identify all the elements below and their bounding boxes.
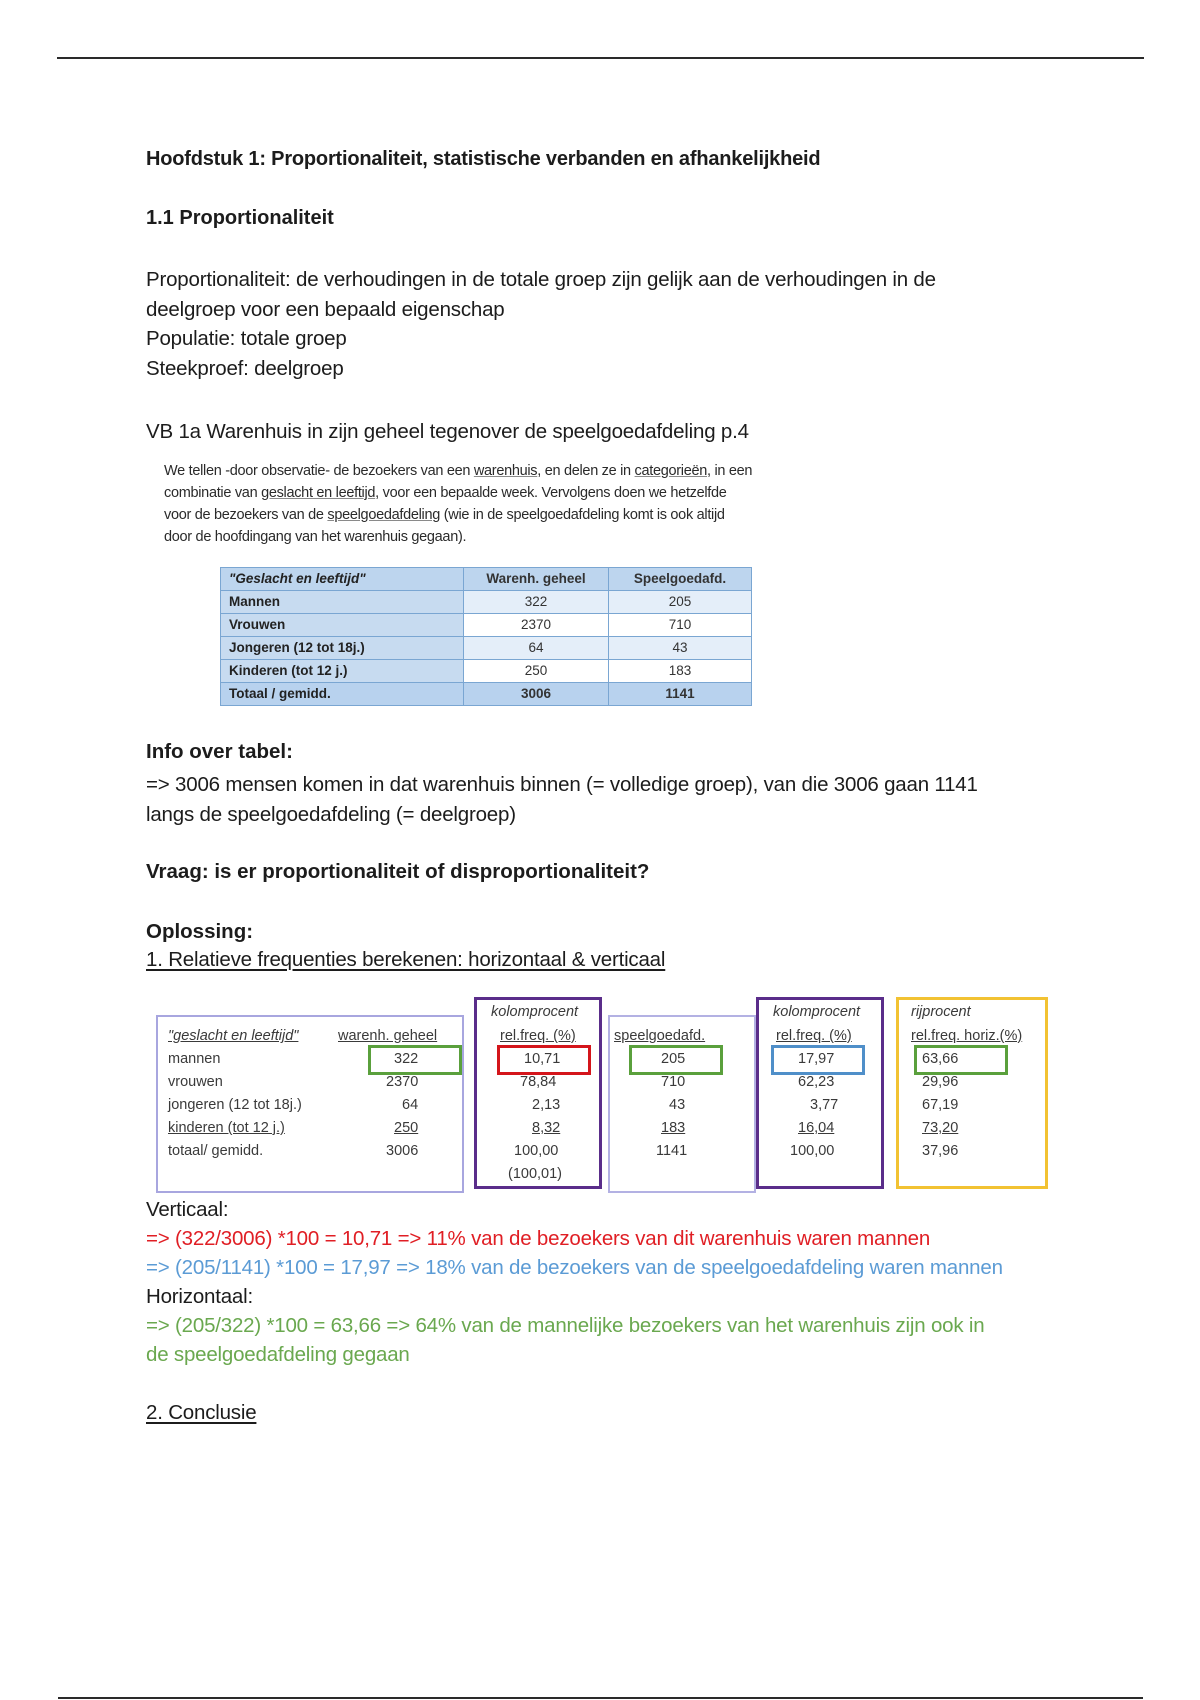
definitions-paragraph: [146, 265, 1076, 383]
row-label: mannen: [168, 1051, 221, 1067]
intro-line: door de hoofdingang van het warenhuis gegaan).: [164, 529, 467, 545]
column-header: "geslacht en leeftijd": [168, 1028, 299, 1044]
question: Vraag: is er proportionaliteit of disproportionaliteit?: [146, 860, 650, 883]
percent-value: 10,71: [524, 1051, 561, 1067]
count-value: 183: [661, 1120, 686, 1136]
definition-line: deelgroep voor een bepaald eigenschap: [146, 297, 505, 321]
info-line: langs de speelgoedafdeling (= deelgroep): [146, 803, 516, 826]
intro-text: (wie in de speelgoedafdeling komt is ook altijd: [440, 507, 725, 523]
chapter-title: Hoofdstuk 1: Proportionaliteit, statistische verbanden en afhankelijkheid: [146, 148, 821, 170]
table-cell: Mannen: [221, 591, 464, 614]
row-percent-value: 37,96: [922, 1143, 959, 1159]
table-header: Warenh. geheel: [464, 568, 609, 591]
column-caption: kolomprocent: [491, 1004, 579, 1020]
row-label: kinderen (tot 12 j.): [168, 1120, 285, 1136]
count-value: 205: [661, 1051, 686, 1067]
column-header: warenh. geheel: [338, 1028, 438, 1044]
row-percent-value: 63,66: [922, 1051, 959, 1067]
intro-text: combinatie van: [164, 485, 262, 501]
horizontal-calc-line: => (205/322) *100 = 63,66 => 64% van de mannelijke bezoekers van het warenhuis zijn ook in: [146, 1314, 985, 1337]
section-title: 1.1 Proportionaliteit: [146, 207, 334, 229]
intro-text: speelgoedafdeling: [327, 507, 441, 523]
intro-text: , en delen ze in: [537, 463, 635, 479]
column-header: rel.freq. horiz.(%): [911, 1028, 1023, 1044]
percent-value: 62,23: [798, 1074, 835, 1090]
row-percent-value: 29,96: [922, 1074, 959, 1090]
table-cell: 322: [464, 591, 609, 614]
table-row: [221, 591, 752, 614]
count-value: 2370: [386, 1074, 419, 1090]
count-value: 1141: [656, 1143, 688, 1159]
table-cell: 710: [609, 614, 752, 637]
table-cell: 64: [464, 637, 609, 660]
table-cell: 250: [464, 660, 609, 683]
row-percent-value: 67,19: [922, 1097, 959, 1113]
verticaal-label: Verticaal:: [146, 1198, 229, 1221]
count-value: 64: [402, 1097, 419, 1113]
intro-line: [164, 504, 864, 526]
column-header: speelgoedafd.: [614, 1028, 706, 1044]
percent-value: 78,84: [520, 1074, 557, 1090]
definition-line: Populatie: totale groep: [146, 327, 347, 350]
table-header-row: [221, 568, 752, 591]
intro-text: voor de bezoekers van de: [164, 507, 328, 523]
row-label: jongeren (12 tot 18j.): [168, 1097, 302, 1113]
percent-value: 16,04: [798, 1120, 835, 1136]
count-value: 322: [394, 1051, 419, 1067]
table-row: [221, 660, 752, 683]
count-value: 3006: [386, 1143, 419, 1159]
percent-value: 100,00: [514, 1143, 559, 1159]
horizontal-calc-line: de speelgoedafdeling gegaan: [146, 1343, 410, 1366]
percent-value: 17,97: [798, 1051, 835, 1067]
intro-text: geslacht en leeftijd: [261, 485, 376, 501]
table-cell: Totaal / gemidd.: [221, 683, 464, 706]
vertical-calc-warenhuis: => (322/3006) *100 = 10,71 => 11% van de bezoekers van dit warenhuis waren mannen: [146, 1227, 931, 1250]
header-rule: [57, 57, 1144, 59]
row-percent-value: 73,20: [922, 1120, 959, 1136]
percent-value: (100,01): [508, 1166, 563, 1182]
intro-line: [164, 482, 864, 504]
intro-text: warenhuis: [473, 463, 538, 479]
relative-frequency-figure: [146, 995, 1066, 1195]
intro-text: We tellen -door observatie- de bezoekers van een: [164, 463, 474, 479]
row-label: vrouwen: [168, 1074, 223, 1090]
table-total-row: [221, 683, 752, 706]
column-caption: rijprocent: [911, 1004, 971, 1020]
table-cell: Vrouwen: [221, 614, 464, 637]
info-line: => 3006 mensen komen in dat warenhuis binnen (= volledige groep), van die 3006 gaan 1141: [146, 773, 978, 796]
percent-value: 3,77: [810, 1097, 839, 1113]
table-cell: Kinderen (tot 12 j.): [221, 660, 464, 683]
table-row: [221, 637, 752, 660]
count-value: 710: [661, 1074, 686, 1090]
percent-value: 100,00: [790, 1143, 835, 1159]
count-value: 43: [669, 1097, 686, 1113]
column-header: rel.freq. (%): [776, 1028, 852, 1044]
percent-value: 8,32: [532, 1120, 561, 1136]
column-header: rel.freq. (%): [500, 1028, 576, 1044]
definition-line: Steekproef: deelgroep: [146, 356, 344, 380]
table-header: "Geslacht en leeftijd": [221, 568, 464, 591]
solution-heading: Oplossing:: [146, 920, 254, 943]
table-cell: 3006: [464, 683, 609, 706]
intro-text: , voor een bepaalde week. Vervolgens doen we hetzelfde: [375, 485, 727, 501]
table-row: [221, 614, 752, 637]
step-2-heading: 2. Conclusie: [146, 1401, 257, 1424]
table-header: Speelgoedafd.: [609, 568, 752, 591]
horizontaal-label: Horizontaal:: [146, 1285, 253, 1308]
intro-text: categorieën: [634, 463, 708, 479]
definition-line: Proportionaliteit: de verhoudingen in de totale groep zijn gelijk aan de verhoudingen in de: [146, 268, 936, 291]
table-cell: 205: [609, 591, 752, 614]
row-label: totaal/ gemidd.: [168, 1143, 264, 1159]
table-cell: Jongeren (12 tot 18j.): [221, 637, 464, 660]
step-1-heading: 1. Relatieve frequenties berekenen: horizontaal & verticaal: [146, 948, 666, 971]
table-cell: 43: [609, 637, 752, 660]
percent-value: 2,13: [532, 1097, 561, 1113]
example-intro: [164, 460, 864, 548]
footer-rule: [58, 1697, 1143, 1699]
info-heading: Info over tabel:: [146, 740, 293, 763]
table-cell: 1141: [609, 683, 752, 706]
intro-text: , in een: [707, 463, 753, 479]
count-value: 250: [394, 1120, 419, 1136]
table-cell: 183: [609, 660, 752, 683]
example-title: VB 1a Warenhuis in zijn geheel tegenover de speelgoedafdeling p.4: [146, 420, 749, 443]
frequency-table: [220, 567, 752, 706]
intro-line: [164, 460, 864, 482]
vertical-calc-speelgoed: => (205/1141) *100 = 17,97 => 18% van de bezoekers van de speelgoedafdeling waren mannen: [146, 1256, 1003, 1279]
column-caption: kolomprocent: [773, 1004, 861, 1020]
table-cell: 2370: [464, 614, 609, 637]
